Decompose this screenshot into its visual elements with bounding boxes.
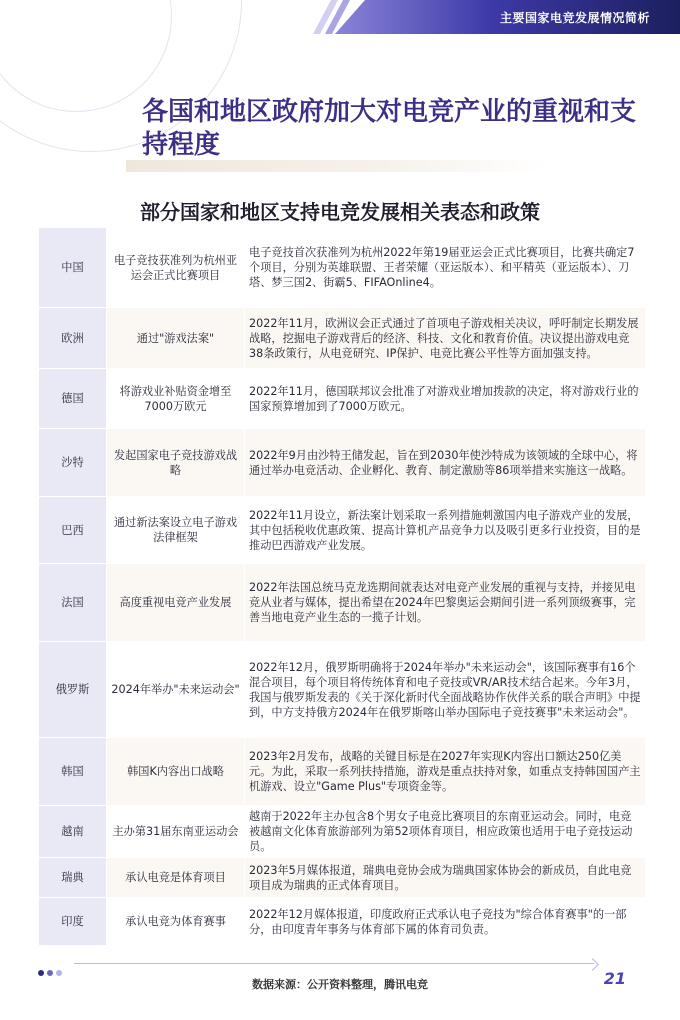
- table-row: [39, 898, 646, 946]
- table-row: [39, 228, 646, 308]
- policy-cell: 韩国K内容出口战略: [107, 738, 245, 806]
- detail-cell: 2022年法国总统马克龙选期间就表达对电竞产业发展的重视与支持，并接见电竞从业者与媒体，提出希望在2024年巴黎奥运会期间引进一系列顶级赛事，完善当地电竞产业生态的一揽子计划。: [245, 564, 646, 642]
- detail-cell: 2023年5月媒体报道，瑞典电竞协会成为瑞典国家体协会的新成员，自此电竞项目成为瑞典的正式体育项目。: [245, 858, 646, 898]
- detail-cell: 电子竞技首次获准列为杭州2022年第19届亚运会正式比赛项目，比赛共确定7个项目，分别为英雄联盟、王者荣耀（亚运版本）、和平精英（亚运版本）、刀塔、梦三国2、街霸5、FIFAOnline4。: [245, 228, 646, 308]
- table-title: 部分国家和地区支持电竞发展相关表态和政策: [140, 200, 540, 224]
- policy-cell: 通过"游戏法案": [107, 308, 245, 369]
- detail-cell: 2022年11月设立，新法案计划采取一系列措施刺激国内电子游戏产业的发展，其中包括税收优惠政策、提高计算机产品竞争力以及吸引更多行业投资，目的是推动巴西游戏产业发展。: [245, 497, 646, 564]
- table-row: [39, 564, 646, 642]
- country-cell: 法国: [39, 564, 107, 642]
- table-row: [39, 858, 646, 898]
- table-row: [39, 497, 646, 564]
- detail-cell: 2022年12月，俄罗斯明确将于2024年举办"未来运动会"，该国际赛事有16个混合项目，每个项目将传统体育和电子竞技或VR/AR技术结合起来。今年3月，我国与俄罗斯发表的《关于深化新时代全面战略协作伙伴关系的联合声明》中提到，中方支持俄方2024年在俄罗斯喀山举办国际电子竞技赛事"未来运动会"。: [245, 642, 646, 738]
- policy-cell: 主办第31届东南亚运动会: [107, 806, 245, 858]
- table-row: [39, 738, 646, 806]
- country-cell: 韩国: [39, 738, 107, 806]
- policy-table: [38, 227, 646, 946]
- policy-cell: 电子竞技获准列为杭州亚运会正式比赛项目: [107, 228, 245, 308]
- country-cell: 俄罗斯: [39, 642, 107, 738]
- page-number: 21: [603, 969, 626, 988]
- detail-cell: 2023年2月发布，战略的关键目标是在2027年实现K内容出口额达250亿美元。为此，采取一系列扶持措施，游戏是重点扶持对象，如重点支持韩国国产主机游戏、设立"Game Plus"专项资金等。: [245, 738, 646, 806]
- country-cell: 瑞典: [39, 858, 107, 898]
- policy-cell: 承认电竞是体育项目: [107, 858, 245, 898]
- table-row: [39, 308, 646, 369]
- detail-cell: 越南于2022年主办包含8个男女子电竞比赛项目的东南亚运动会。同时，电竞被越南文化体育旅游部列为第52项体育项目，相应政策也适用于电子竞技运动员。: [245, 806, 646, 858]
- detail-cell: 2022年11月，德国联邦议会批准了对游戏业增加拨款的决定，将对游戏行业的国家预算增加到了7000万欧元。: [245, 369, 646, 429]
- header-title: 主要国家电竞发展情况简析: [499, 11, 650, 25]
- policy-cell: 通过新法案设立电子游戏法律框架: [107, 497, 245, 564]
- data-source: 数据来源：公开资料整理，腾讯电竞: [252, 978, 428, 991]
- policy-cell: 承认电竞为体育赛事: [107, 898, 245, 946]
- table-row: [39, 369, 646, 429]
- policy-cell: 2024年举办"未来运动会": [107, 642, 245, 738]
- table-row: [39, 642, 646, 738]
- country-cell: 越南: [39, 806, 107, 858]
- country-cell: 德国: [39, 369, 107, 429]
- detail-cell: 2022年11月，欧洲议会正式通过了首项电子游戏相关决议，呼吁制定长期发展战略，挖掘电子游戏背后的经济、科技、文化和教育价值。决议提出游戏电竞38条政策行，从电竞研究、IP保护、电竞比赛公平性等方面加强支持。: [245, 308, 646, 369]
- country-cell: 印度: [39, 898, 107, 946]
- country-cell: 沙特: [39, 429, 107, 497]
- country-cell: 欧洲: [39, 308, 107, 369]
- country-cell: 中国: [39, 228, 107, 308]
- policy-cell: 将游戏业补贴资金增至7000万欧元: [107, 369, 245, 429]
- arrow-icon: [586, 958, 599, 971]
- detail-cell: 2022年9月由沙特王储发起，旨在到2030年使沙特成为该领域的全球中心，将通过举办电竞活动、企业孵化、教育、制定激励等86项举措来实施这一战略。: [245, 429, 646, 497]
- table-row: [39, 806, 646, 858]
- detail-cell: 2022年12月媒体报道，印度政府正式承认电子竞技为"综合体育赛事"的一部分，由印度青年事务与体育部下属的体育司负责。: [245, 898, 646, 946]
- page-title: 各国和地区政府加大对电竞产业的重视和支持程度: [142, 97, 637, 160]
- policy-cell: 发起国家电子竞技游戏战略: [107, 429, 245, 497]
- table-row: [39, 429, 646, 497]
- country-cell: 巴西: [39, 497, 107, 564]
- footer-divider: [74, 963, 594, 964]
- policy-cell: 高度重视电竞产业发展: [107, 564, 245, 642]
